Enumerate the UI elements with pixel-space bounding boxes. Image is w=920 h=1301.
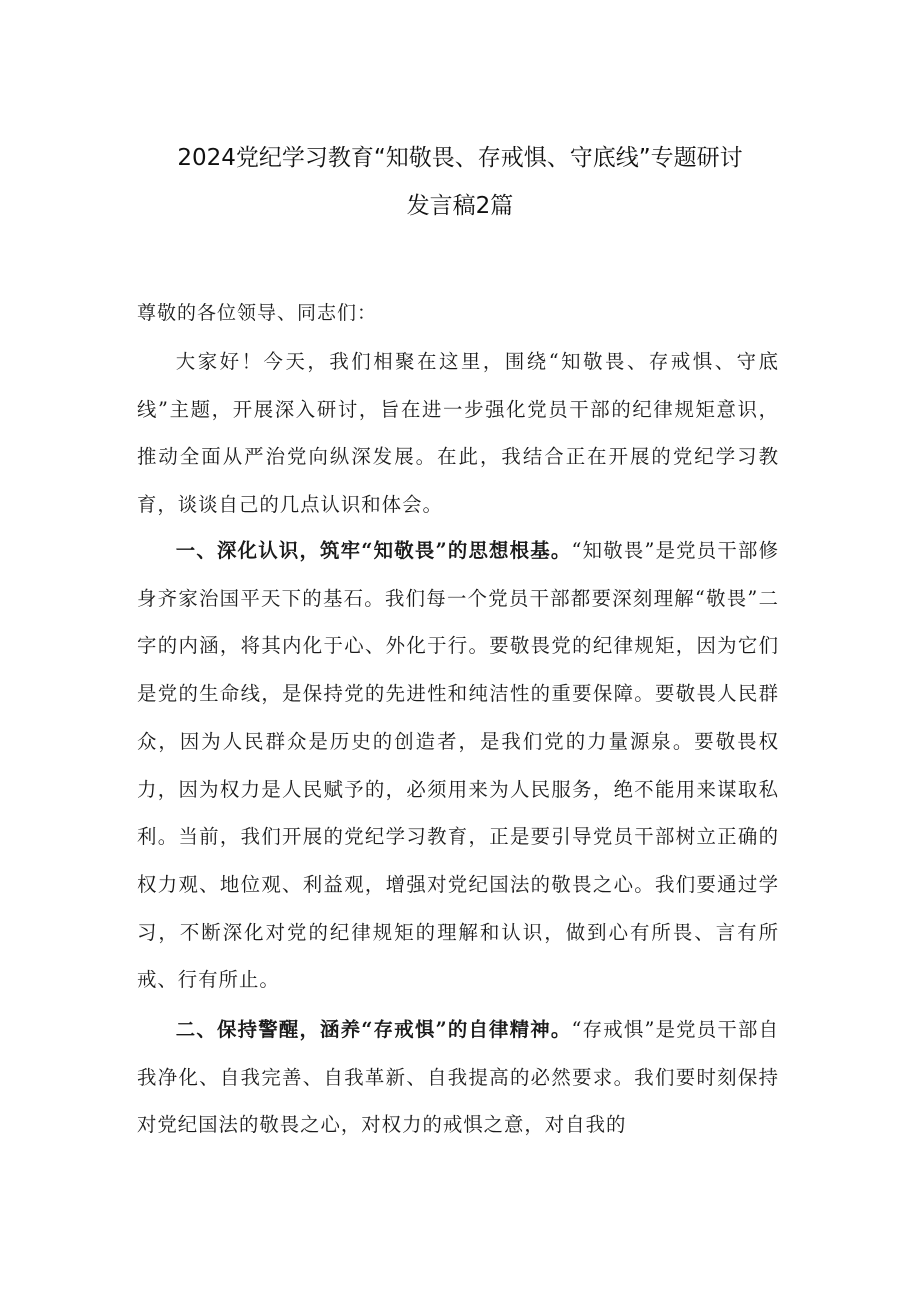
paragraph-3-heading: 二、保持警醒，涵养“存戒惧”的自律精神。	[175, 1018, 572, 1041]
paragraph-1	[137, 338, 779, 529]
greeting: 尊敬的各位领导、同志们：	[137, 302, 378, 324]
paragraph-2-text: “知敬畏”是党员干部修身齐家治国平天下的基石。我们每一个党员干部都要深刻理解“敬畏”二字的内涵，将其内化于心、外化于行。要敬畏党的纪律规矩，因为它们是党的生命线，是保持党的先进性和纯洁性的重要保障。要敬畏人民群众，因为人民群众是历史的创造者，是我们党的力量源泉。要敬畏权力，因为权力是人民赋予的，必须用来为人民服务，绝不能用来谋取私利。当前，我们开展的党纪学习教育，正是要引导党员干部树立正确的权力观、地位观、利益观，增强对党纪国法的敬畏之心。我们要通过学习，不断深化对党的纪律规矩的理解和认识，做到心有所畏、言有所戒、行有所止。	[137, 539, 779, 992]
paragraph-2-heading: 一、深化认识，筑牢“知敬畏”的思想根基。	[175, 539, 572, 562]
paragraph-3-text: “存戒惧”是党员干部自我净化、自我完善、自我革新、自我提高的必然要求。我们要时刻保持对党纪国法的敬畏之心，对权力的戒惧之意，对自我的	[137, 1018, 779, 1137]
document-title-line-1: 2024党纪学习教育“知敬畏、存戒惧、守底线”专题研讨	[177, 145, 743, 171]
document-title-line-2: 发言稿2篇	[406, 193, 514, 219]
paragraph-1-text: 大家好！今天，我们相聚在这里，围绕“知敬畏、存戒惧、守底线”主题，开展深入研讨，旨在进一步强化党员干部的纪律规矩意识，推动全面从严治党向纵深发展。在此，我结合正在开展的党纪学习教育，谈谈自己的几点认识和体会。	[137, 350, 779, 517]
paragraph-3	[137, 1006, 779, 1149]
paragraph-2	[137, 527, 779, 1004]
